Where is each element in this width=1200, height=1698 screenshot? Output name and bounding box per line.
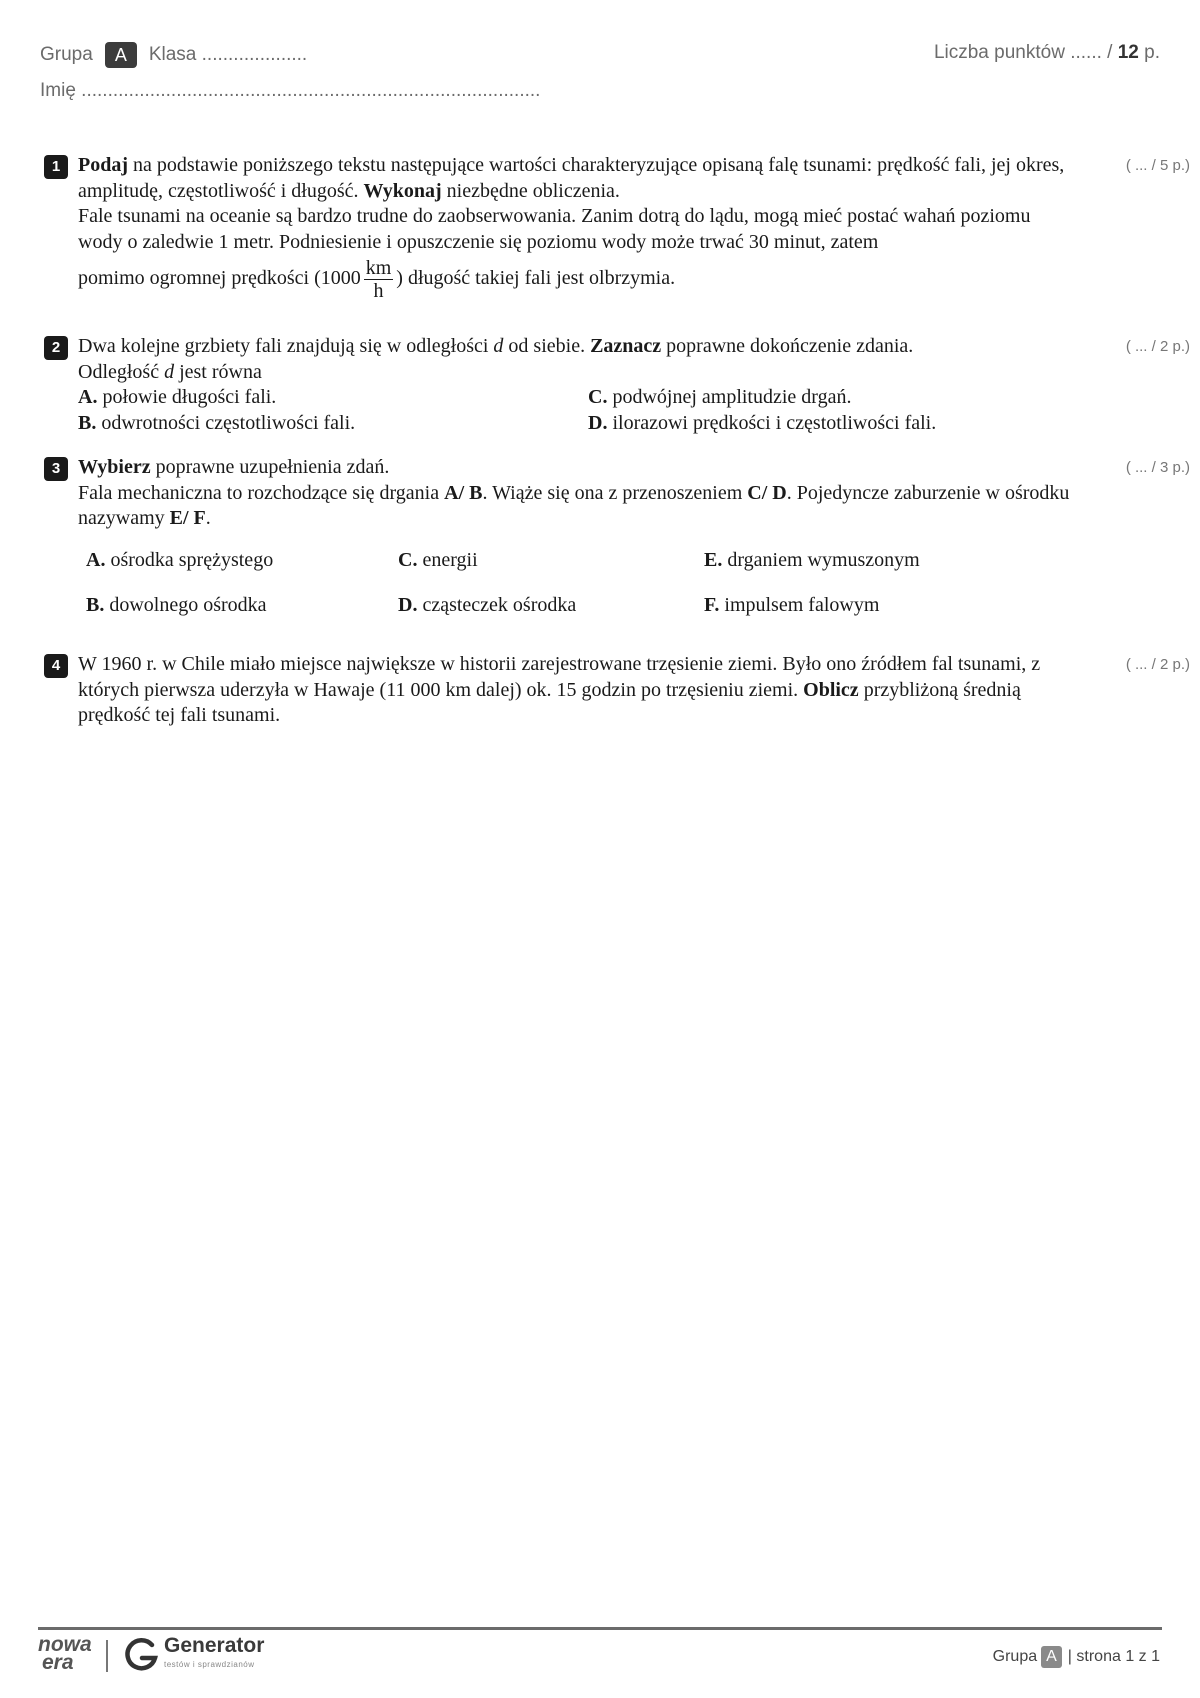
task-number: 4 xyxy=(44,654,68,678)
name-field: Imię ....................................................................................... xyxy=(40,80,541,101)
generator-logo-subtitle: testów i sprawdzianów xyxy=(164,1660,255,1669)
header-group-class xyxy=(40,42,307,68)
task-1-paragraph: Fale tsunami na oceanie są bardzo trudne do zaobserwowania. Zanim dotrą do lądu, mogą mieć postać wahań poziomu wody o zaledwie 1 metr. Podniesienie i opuszczenie się poziomu wody może trwać 30 minut, zatem xyxy=(78,205,1031,253)
footer-page-number: | strona 1 z 1 xyxy=(1067,1648,1160,1665)
option-d[interactable]: D. ilorazowi prędkości i częstotliwości fali. xyxy=(588,411,937,434)
fraction-km-per-h: $\frac{km}{h}$ xyxy=(365,257,392,302)
task-points: ( ... / 2 p.) xyxy=(1125,656,1190,673)
footer-group-badge: A xyxy=(1041,1646,1062,1668)
task-4 xyxy=(44,652,1190,729)
task-number: 3 xyxy=(44,457,68,481)
option-b[interactable]: B. odwrotności częstotliwości fali. xyxy=(78,411,356,434)
footer-page-info xyxy=(993,1646,1160,1668)
generator-logo-text: Generator xyxy=(164,1634,265,1657)
generator-g-icon xyxy=(122,1636,160,1679)
task-points: ( ... / 2 p.) xyxy=(1125,338,1190,355)
points-prefix: Liczba punktów ...... / xyxy=(933,42,1113,63)
option-a[interactable]: A. ośrodka sprężystego xyxy=(86,548,274,571)
task-points: ( ... / 3 p.) xyxy=(1125,459,1190,476)
task-2-options xyxy=(78,385,1078,436)
task-number: 2 xyxy=(44,336,68,360)
points-total: 12 xyxy=(1117,42,1139,63)
logo-separator xyxy=(106,1640,108,1672)
class-field: Klasa .................... xyxy=(148,44,308,65)
nowa-era-logo: nowa era xyxy=(38,1633,92,1674)
task-1-instruction: Podaj na podstawie poniższego tekstu następujące wartości charakteryzujące opisaną falę tsunami: prędkość fali, jej okres, amplitudę, częstotliwość i długość. Wykonaj niezbędne obliczenia. xyxy=(78,154,1065,202)
footer-group-label: Grupa xyxy=(992,1648,1038,1665)
task-2-instruction: Dwa kolejne grzbiety fali znajdują się w odległości d od siebie. Zaznacz poprawne dokończenie zdania. xyxy=(78,335,914,357)
task-points: ( ... / 5 p.) xyxy=(1125,157,1190,174)
option-a[interactable]: A. połowie długości fali. xyxy=(78,386,277,408)
task-3-sentence: Fala mechaniczna to rozchodzące się drgania A/ B. Wiąże się ona z przenoszeniem C/ D. Pojedyncze zaburzenie w ośrodku nazywamy E/ F. xyxy=(78,481,1070,529)
option-c[interactable]: C. energii xyxy=(398,548,478,571)
task-3-options xyxy=(86,548,1078,619)
option-f[interactable]: F. impulsem falowym xyxy=(704,594,880,616)
option-e[interactable]: E. drganiem wymuszonym xyxy=(704,548,920,571)
points-suffix: p. xyxy=(1144,42,1160,63)
group-label: Grupa xyxy=(40,44,93,65)
task-3 xyxy=(44,455,1190,619)
task-4-text: W 1960 r. w Chile miało miejsce największe w historii zarejestrowane trzęsienie ziemi. Było ono źródłem fal tsunami, z których pierwsza uderzyła w Hawaje (11 000 km dalej) ok. 15 godzin po trzęsieniu ziemi. Oblicz przybliżoną średnią prędkość tej fali tsunami. xyxy=(78,653,1041,726)
task-3-instruction: Wybierz poprawne uzupełnienia zdań. xyxy=(78,456,390,478)
option-d[interactable]: D. cząsteczek ośrodka xyxy=(398,594,577,616)
task-1-last-line: pomimo ogromnej prędkości (1000 $\frac{km}{h}$ ) długość takiej fali jest olbrzymia. xyxy=(78,257,676,302)
task-2-stem: Odległość d jest równa xyxy=(78,360,262,383)
task-number: 1 xyxy=(44,155,68,179)
option-b[interactable]: B. dowolnego ośrodka xyxy=(86,594,267,616)
points-field xyxy=(934,42,1160,64)
task-2 xyxy=(44,334,1190,436)
task-1 xyxy=(44,153,1190,302)
option-c[interactable]: C. podwójnej amplitudzie drgań. xyxy=(588,386,852,408)
footer-divider xyxy=(38,1627,1162,1630)
group-badge: A xyxy=(105,42,137,68)
